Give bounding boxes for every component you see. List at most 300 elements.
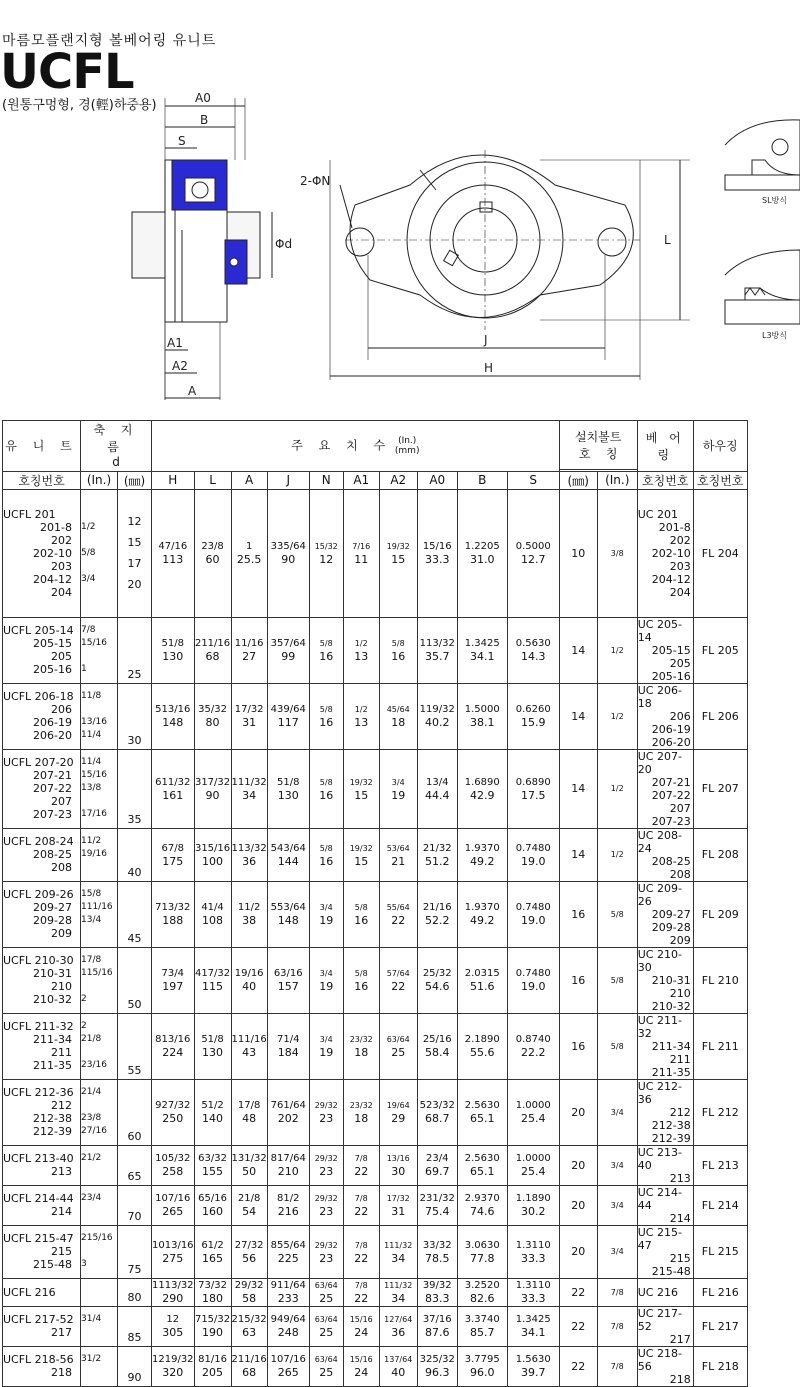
dim-a2-cell <box>379 1145 417 1185</box>
dim-a0-cell <box>417 1278 457 1306</box>
shaft-inch-cell <box>81 617 118 683</box>
dim-inch-value: 63/64 <box>314 1315 338 1324</box>
shaft-inch: 17/16 <box>81 809 107 819</box>
dim-inch-value: 3.2520 <box>464 1280 500 1291</box>
unit-code: UCFL 211-32 <box>3 1020 74 1033</box>
dim-inch-value: 5/8 <box>354 903 368 912</box>
shaft-inch: 2 <box>81 994 87 1004</box>
shaft-inch: 3 <box>81 1259 87 1269</box>
unit-code: 202-10 <box>33 546 72 560</box>
dim-inch-value: 1.5000 <box>464 704 500 715</box>
dim-mm-value: 75.4 <box>424 1205 450 1218</box>
bearing-code: 209 <box>669 933 691 947</box>
dim-inch-value: 61/2 <box>201 1239 224 1251</box>
dim-n-cell <box>309 947 343 1013</box>
dim-inch-value: 0.8740 <box>515 1034 551 1045</box>
dim-j-cell <box>267 489 309 617</box>
label-s: S <box>178 134 186 148</box>
th-col-a1: A1 <box>343 471 379 489</box>
dim-s-cell <box>507 1346 559 1386</box>
dim-a2-cell <box>379 1306 417 1346</box>
unit-code-cell <box>3 1145 81 1185</box>
shaft-mm-cell <box>118 947 152 1013</box>
dim-h-cell <box>152 881 195 947</box>
th-col-a: A <box>231 471 267 489</box>
shaft-inch <box>81 861 117 874</box>
unit-code-cell <box>3 683 81 749</box>
dim-inch-value: 1.6890 <box>464 776 500 788</box>
dim-inch-value: 211/16 <box>194 638 231 649</box>
th-col-b: B <box>457 471 507 489</box>
dim-mm-value: 117 <box>277 716 299 729</box>
shaft-inch: 1 <box>81 664 87 674</box>
dim-b-cell <box>457 947 507 1013</box>
dim-mm-value: 23 <box>319 1165 334 1178</box>
table-row <box>3 1079 748 1145</box>
dim-inch-value: 5/8 <box>319 843 333 853</box>
bearing-code: 204-12 <box>651 572 691 586</box>
dim-h-cell <box>152 489 195 617</box>
dim-mm-value: 25 <box>319 1326 334 1339</box>
dim-inch-value: 29/32 <box>314 1240 338 1250</box>
dim-mm-value: 80 <box>205 716 220 729</box>
dim-mm-value: 12.7 <box>520 553 546 566</box>
th-bearing: 베 어 링 <box>637 421 693 472</box>
bearing-code-cell <box>637 1306 693 1346</box>
dim-mm-value: 36 <box>242 854 257 868</box>
unit-code: 208 <box>51 861 72 874</box>
dim-inch-value: 51/8 <box>161 638 184 649</box>
dim-mm-value: 22 <box>391 980 406 993</box>
dim-a1-cell <box>343 683 379 749</box>
housing-code-cell: FL 212 <box>693 1079 747 1145</box>
unit-code-cell <box>3 1225 81 1278</box>
housing-code-cell: FL 207 <box>693 749 747 828</box>
shaft-inch <box>81 586 117 599</box>
dim-mm-value: 40 <box>242 980 257 993</box>
dim-inch-value: 33/32 <box>422 1239 452 1251</box>
bearing-code: 205-15 <box>651 643 691 657</box>
dim-inch-value: 65/16 <box>198 1193 227 1204</box>
dim-a2-cell <box>379 617 417 683</box>
dim-inch-value: 45/64 <box>386 705 410 714</box>
dim-inch-value: 17/32 <box>234 704 264 715</box>
shaft-inch: 11/8 <box>81 691 102 701</box>
bearing-code: 211 <box>669 1052 691 1066</box>
th-shaft: 축 지 름 d <box>81 421 152 470</box>
shaft-mm-cell <box>118 1145 152 1185</box>
dim-inch-value: 715/32 <box>194 1314 231 1325</box>
shaft-inch: 13/4 <box>81 915 102 925</box>
shaft-mm-cell <box>118 1346 152 1386</box>
unit-code: 209-27 <box>33 901 72 914</box>
dim-inch-value: 0.5630 <box>515 638 551 649</box>
shaft-inch <box>81 1099 117 1112</box>
dim-a1-cell <box>343 1013 379 1079</box>
unit-code: 202 <box>51 533 72 547</box>
table-row <box>3 1346 748 1386</box>
dim-a0-cell <box>417 1079 457 1145</box>
dim-s-cell <box>507 683 559 749</box>
label-a: A <box>188 384 197 398</box>
dim-mm-value: 23 <box>319 1205 334 1218</box>
dim-a-cell <box>231 828 267 881</box>
table-row <box>3 1306 748 1346</box>
product-description: (원통구멍형, 경(輕)하중용) <box>2 98 157 113</box>
dim-a1-cell <box>343 617 379 683</box>
dim-j-cell <box>267 1225 309 1278</box>
bearing-code: 207-23 <box>651 814 691 828</box>
dim-mm-value: 83.3 <box>424 1292 450 1305</box>
unit-code-cell <box>3 617 81 683</box>
bearing-code: UC 206-18 <box>637 683 682 710</box>
dim-s-cell <box>507 1079 559 1145</box>
dim-mm-value: 50 <box>242 1165 257 1178</box>
bolt-mm-cell: 16 <box>559 1013 597 1079</box>
shaft-inch: 19/16 <box>81 849 107 859</box>
table-row <box>3 1185 748 1225</box>
dim-inch-value: 0.6260 <box>515 704 551 715</box>
dim-inch-value: 67/8 <box>161 842 184 854</box>
shaft-inch: 2 <box>81 1021 87 1031</box>
unit-code: 208-25 <box>33 848 72 861</box>
dim-mm-value: 33.3 <box>424 553 450 566</box>
dim-mm-value: 22 <box>354 1205 369 1218</box>
dim-mm-value: 184 <box>277 1046 299 1059</box>
dim-mm-value: 16 <box>319 650 334 663</box>
dim-j-cell <box>267 1278 309 1306</box>
dim-n-cell <box>309 1346 343 1386</box>
unit-code: 204 <box>51 585 72 599</box>
bearing-code: UC 217-52 <box>637 1306 682 1333</box>
dim-h-cell <box>152 828 195 881</box>
dim-mm-value: 160 <box>202 1205 224 1218</box>
dim-inch-value: 15/16 <box>349 1355 373 1364</box>
shaft-inch-cell <box>81 1013 118 1079</box>
dim-h-cell <box>152 1145 195 1185</box>
dim-mm-value: 15 <box>354 788 369 802</box>
product-subtitle: 마름모플랜지형 볼베어링 유니트 <box>2 33 217 49</box>
dim-mm-value: 34.1 <box>520 1326 546 1339</box>
dim-n-cell <box>309 617 343 683</box>
dim-n-cell <box>309 1013 343 1079</box>
shaft-mm: 12 <box>127 515 142 528</box>
dim-h-cell <box>152 1185 195 1225</box>
th-col-a2: A2 <box>379 471 417 489</box>
dim-inch-value: 1/2 <box>354 639 368 648</box>
shaft-inch: 11/4 <box>81 730 102 740</box>
dim-mm-value: 130 <box>277 788 299 802</box>
unit-code-cell <box>3 1346 81 1386</box>
dim-inch-value: 105/32 <box>155 1153 191 1164</box>
front-view-labels <box>300 174 671 375</box>
unit-code: 206 <box>51 703 72 716</box>
dim-mm-value: 30 <box>391 1165 406 1178</box>
bearing-code-cell <box>637 881 693 947</box>
bearing-code: 212-38 <box>651 1118 691 1132</box>
dim-inch-value: 13/4 <box>426 776 449 788</box>
unit-code-cell <box>3 828 81 881</box>
dim-a0-cell <box>417 1145 457 1185</box>
bolt-inch-cell: 1/2 <box>597 683 637 749</box>
dim-mm-value: 34 <box>242 788 257 802</box>
shaft-inch-cell <box>81 1185 118 1225</box>
dim-j-cell <box>267 881 309 947</box>
dim-inch-value: 19/32 <box>349 777 373 787</box>
th-code: 호칭번호 <box>3 471 81 489</box>
dim-inch-value: 1113/32 <box>152 1280 194 1291</box>
dim-inch-value: 39/32 <box>422 1280 452 1291</box>
dim-inch-value: 1.3425 <box>515 1314 551 1325</box>
dim-s-cell <box>507 1013 559 1079</box>
dim-n-cell <box>309 1145 343 1185</box>
dim-mm-value: 44.4 <box>424 788 450 802</box>
dim-inch-value: 111/16 <box>231 1034 267 1045</box>
dim-n-cell <box>309 1225 343 1278</box>
dim-inch-value: 63/64 <box>386 1035 410 1044</box>
dim-mm-value: 16 <box>391 650 406 663</box>
unit-code-cell <box>3 1185 81 1225</box>
dim-mm-value: 19 <box>319 914 334 927</box>
dim-j-cell <box>267 1079 309 1145</box>
unit-code-cell <box>3 489 81 617</box>
dim-s-cell <box>507 489 559 617</box>
dim-a0-cell <box>417 617 457 683</box>
unit-code: UCFL 207-20 <box>3 756 74 769</box>
bolt-inch-cell: 1/2 <box>597 828 637 881</box>
dim-b-cell <box>457 1346 507 1386</box>
bearing-code-cell <box>637 489 693 617</box>
dim-s-cell <box>507 617 559 683</box>
dim-mm-value: 39.7 <box>520 1366 546 1379</box>
dim-inch-value: 19/64 <box>386 1101 410 1110</box>
unit-code: 204-12 <box>33 572 72 586</box>
dim-mm-value: 68 <box>205 650 220 663</box>
dim-inch-value: 7/8 <box>354 1194 368 1203</box>
dim-inch-value: 1.3110 <box>515 1280 551 1291</box>
dim-h-cell <box>152 683 195 749</box>
spec-table-body <box>3 489 748 1386</box>
label-l3-method: L3방식 <box>762 331 788 340</box>
unit-code: 206-20 <box>33 729 72 742</box>
bearing-code: 205 <box>669 656 691 670</box>
dim-inch-value: 55/64 <box>386 903 410 912</box>
shaft-mm: 30 <box>127 733 142 747</box>
shaft-inch: 21/8 <box>81 1034 102 1044</box>
dim-inch-value: 111/32 <box>384 1281 413 1290</box>
dim-a2-cell <box>379 828 417 881</box>
unit-code: 205-16 <box>33 663 72 676</box>
bolt-inch-cell: 7/8 <box>597 1346 637 1386</box>
dim-mm-value: 78.5 <box>424 1251 450 1265</box>
dim-inch-value: 51/2 <box>201 1100 224 1111</box>
dim-inch-value: 1.0000 <box>515 1153 551 1164</box>
dim-b-cell <box>457 1185 507 1225</box>
shaft-mm-cell <box>118 1306 152 1346</box>
unit-code-cell <box>3 1306 81 1346</box>
dim-mm-value: 22 <box>354 1165 369 1178</box>
dim-inch-value: 3.7795 <box>464 1354 500 1365</box>
dim-s-cell <box>507 1306 559 1346</box>
shaft-inch <box>81 508 117 521</box>
dim-l-cell <box>194 683 231 749</box>
shaft-inch: 31/4 <box>81 1314 102 1324</box>
dim-mm-value: 130 <box>162 650 184 663</box>
dim-a2-cell <box>379 1278 417 1306</box>
bearing-code: 203 <box>669 559 691 573</box>
dim-mm-value: 115 <box>202 980 224 993</box>
dim-mm-value: 16 <box>354 914 369 927</box>
dim-a-cell <box>231 489 267 617</box>
dim-mm-value: 42.9 <box>469 788 495 802</box>
unit-code: 209-28 <box>33 914 72 927</box>
sl-seal-detail <box>725 120 800 190</box>
dim-mm-value: 29 <box>391 1112 406 1125</box>
dim-mm-value: 38.1 <box>469 716 495 729</box>
bearing-code-cell <box>637 617 693 683</box>
dim-mm-value: 100 <box>202 854 224 868</box>
unit-code: 207-21 <box>33 769 72 782</box>
dim-mm-value: 19.0 <box>520 914 546 927</box>
dim-b-cell <box>457 828 507 881</box>
bolt-mm-cell: 14 <box>559 683 597 749</box>
dim-inch-value: 761/64 <box>270 1100 306 1111</box>
dim-mm-value: 49.2 <box>469 914 495 927</box>
dim-mm-value: 140 <box>202 1112 224 1125</box>
bearing-code-cell <box>637 1013 693 1079</box>
dim-inch-value: 543/64 <box>270 842 306 854</box>
dim-inch-value: 1/2 <box>354 705 368 714</box>
shaft-mm-cell <box>118 749 152 828</box>
dim-s-cell <box>507 828 559 881</box>
dim-inch-value: 81/2 <box>277 1193 300 1204</box>
dim-a2-cell <box>379 1346 417 1386</box>
dim-a-cell <box>231 881 267 947</box>
shaft-mm-cell <box>118 617 152 683</box>
dim-n-cell <box>309 1306 343 1346</box>
bearing-code: 217 <box>669 1332 691 1346</box>
dim-inch-value: 11/16 <box>234 638 264 649</box>
dim-b-cell <box>457 617 507 683</box>
dim-inch-value: 73/4 <box>161 968 184 979</box>
dim-mm-value: 68 <box>242 1366 257 1379</box>
dim-mm-value: 25.5 <box>236 553 262 566</box>
dim-inch-value: 107/16 <box>270 1354 306 1365</box>
bolt-inch-cell: 3/4 <box>597 1079 637 1145</box>
shaft-inch: 215/16 <box>81 1233 113 1243</box>
dim-mm-value: 265 <box>162 1205 184 1218</box>
bolt-inch-cell: 5/8 <box>597 881 637 947</box>
dim-inch-value: 5/8 <box>391 639 405 648</box>
housing-code-cell: FL 215 <box>693 1225 747 1278</box>
dim-inch-value: 553/64 <box>270 902 306 913</box>
unit-code: 210-32 <box>33 993 72 1006</box>
dim-inch-value: 215/32 <box>231 1314 267 1325</box>
th-shaft-mm: (㎜) <box>118 471 152 489</box>
dim-mm-value: 65.1 <box>469 1112 495 1125</box>
dim-inch-value: 417/32 <box>194 968 231 979</box>
dim-mm-value: 35.7 <box>424 650 450 663</box>
shaft-inch: 23/16 <box>81 1060 107 1070</box>
dim-inch-value: 1219/32 <box>152 1354 194 1365</box>
dim-inch-value: 63/64 <box>314 1281 338 1290</box>
shaft-inch <box>81 1326 117 1339</box>
bearing-code: UC 214-44 <box>637 1185 682 1212</box>
th-col-s: S <box>507 471 559 489</box>
dim-inch-value: 127/64 <box>384 1315 413 1324</box>
dim-h-cell <box>152 1306 195 1346</box>
dim-inch-value: 63/64 <box>314 1355 338 1364</box>
dim-inch-value: 21/8 <box>237 1193 261 1204</box>
housing-code-cell: FL 209 <box>693 881 747 947</box>
th-col-a0: A0 <box>417 471 457 489</box>
dim-l-cell <box>194 881 231 947</box>
dim-inch-value: 63/16 <box>273 968 303 979</box>
bolt-mm-cell: 22 <box>559 1278 597 1306</box>
dim-inch-value: 2.0315 <box>464 968 500 979</box>
dim-mm-value: 90 <box>281 553 296 566</box>
th-bolt-mm: (㎜) <box>559 471 597 489</box>
dim-a-cell <box>231 1346 267 1386</box>
bearing-code: 212-39 <box>651 1131 691 1145</box>
bolt-mm-cell: 20 <box>559 1185 597 1225</box>
shaft-inch-cell <box>81 749 118 828</box>
unit-code: 205 <box>51 650 72 663</box>
shaft-inch: 31/2 <box>81 1354 102 1364</box>
dim-mm-value: 23 <box>319 1112 334 1125</box>
dim-j-cell <box>267 683 309 749</box>
bolt-inch-cell: 7/8 <box>597 1306 637 1346</box>
shaft-inch: 23/4 <box>81 1193 102 1203</box>
dim-a1-cell <box>343 1185 379 1225</box>
dim-a2-cell <box>379 881 417 947</box>
shaft-inch: 7/8 <box>81 625 96 635</box>
dim-a-cell <box>231 1185 267 1225</box>
dim-inch-value: 15/16 <box>349 1315 373 1324</box>
shaft-inch: 13/8 <box>81 783 102 793</box>
shaft-inch-cell <box>81 1079 118 1145</box>
dim-mm-value: 23 <box>319 1251 334 1265</box>
dim-mm-value: 148 <box>162 716 184 729</box>
shaft-mm: 50 <box>127 997 142 1011</box>
model-title: UCFL <box>0 44 134 100</box>
dim-n-cell <box>309 1278 343 1306</box>
unit-code: UCFL 210-30 <box>3 954 74 967</box>
dim-a-cell <box>231 1278 267 1306</box>
dim-inch-value: 1013/16 <box>152 1239 194 1251</box>
bearing-code: UC 208-24 <box>637 828 682 855</box>
dim-mm-value: 175 <box>162 854 184 868</box>
table-row <box>3 1225 748 1278</box>
dim-mm-value: 34 <box>391 1292 406 1305</box>
housing-code-cell: FL 213 <box>693 1145 747 1185</box>
dim-a0-cell <box>417 1225 457 1278</box>
dim-h-cell <box>152 1013 195 1079</box>
bearing-code: 215 <box>669 1251 691 1265</box>
dim-inch-value: 27/32 <box>234 1239 264 1251</box>
dim-inch-value: 3/4 <box>319 903 333 912</box>
dim-mm-value: 16 <box>319 854 334 868</box>
bearing-code-cell <box>637 828 693 881</box>
table-row <box>3 1278 748 1306</box>
shaft-mm: 35 <box>127 812 142 826</box>
shaft-inch: 21/2 <box>81 1153 102 1163</box>
unit-code: UCFL 206-18 <box>3 690 74 703</box>
dim-inch-value: 7/8 <box>354 1281 368 1290</box>
table-row <box>3 881 748 947</box>
th-housing-code: 호칭번호 <box>693 471 747 489</box>
unit-code: UCFL 212-36 <box>3 1086 74 1099</box>
